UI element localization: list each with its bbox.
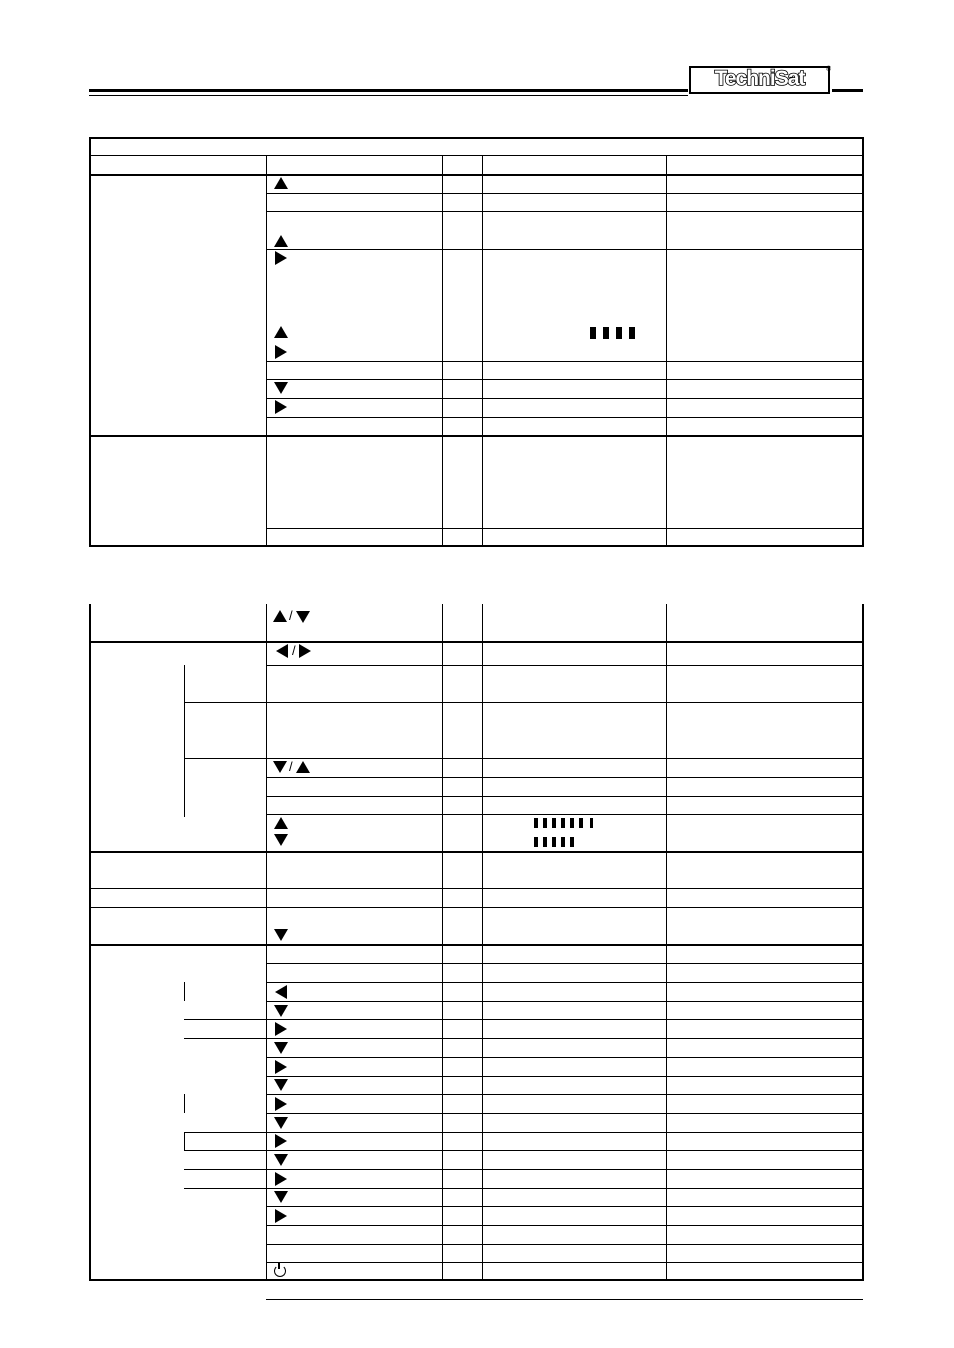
up-arrow-icon [274,817,288,829]
header-rule-right [832,89,863,92]
down-arrow-icon [274,1042,288,1054]
table2-row-line [266,963,864,964]
table2-subrow-line [184,702,266,703]
table2-row-line [266,1262,864,1263]
table2-row-line [266,777,864,778]
table1-col-divider-4 [666,155,667,547]
down-arrow-icon [296,611,310,623]
right-arrow-icon [275,1097,287,1111]
table2-row-line [266,1057,864,1058]
table2-row-line [184,1132,864,1133]
down-arrow-icon [274,1154,288,1166]
table2-row-line [184,1038,864,1039]
table1-col-divider-3 [482,155,483,547]
table2-col-divider-4 [666,604,667,1281]
table2-row-line [184,1019,864,1020]
registered-mark: ® [826,66,832,73]
table1-row-line [266,249,864,250]
table1-row-line [266,211,864,212]
table1-header-divider [89,174,864,176]
right-arrow-icon [275,1022,287,1036]
table2-row-line [266,1225,864,1226]
table1-col-divider-1 [266,155,267,547]
table1-top-border [89,137,864,139]
table2-left-border [89,604,91,1281]
table1-left-border [89,137,91,547]
table2-row-line [184,1188,864,1189]
table1-row-line [266,417,864,418]
right-arrow-icon [275,345,287,359]
up-arrow-icon [296,761,310,773]
table2-row-line [266,982,864,983]
table2-row-line [266,1113,864,1114]
table1-row-line [266,528,864,529]
right-arrow-icon [275,1134,287,1148]
table2-row-line [184,1150,864,1151]
table2-bottom-border [89,1279,864,1281]
table2-subcol-tick [184,1132,185,1150]
table2-group-divider [89,641,864,643]
table2-group-divider [89,851,864,853]
table2-group-divider [89,907,864,908]
table2-row-line [266,1244,864,1245]
table2-row-line [266,702,864,703]
table2-row-line [266,758,864,759]
down-arrow-icon [274,834,288,846]
table1-group-divider [89,435,864,437]
down-arrow-icon [274,1191,288,1203]
left-arrow-icon [275,985,287,999]
right-arrow-icon [275,400,287,414]
table2-group-divider [89,944,864,946]
header-rule-left-thin [89,95,688,96]
brand-logo: TechniSat [689,66,830,94]
separator: / [292,643,296,658]
right-arrow-icon [275,251,287,265]
standby-icon [274,1265,286,1277]
table2-col-divider-2 [442,604,443,1281]
table2-right-border [862,604,864,1281]
down-arrow-icon [274,929,288,941]
table1-title-divider [89,155,864,156]
down-arrow-icon [273,761,287,773]
table1-bottom-border [89,545,864,547]
table1-row-line [266,193,864,194]
table2-subcol-tick [184,1094,185,1113]
down-arrow-icon [274,1005,288,1017]
table1-col-divider-2 [442,155,443,547]
table2-row-line [266,1076,864,1077]
header-rule-left [89,89,688,92]
right-arrow-icon [299,644,311,658]
down-arrow-icon [274,382,288,394]
down-arrow-icon [274,1079,288,1091]
left-arrow-icon [276,644,288,658]
table2-row-line [266,796,864,797]
table2-subrow-line [184,758,266,759]
right-arrow-icon [275,1060,287,1074]
table1-right-border [862,137,864,547]
up-arrow-icon [274,235,288,247]
up-arrow-icon [274,326,288,338]
up-arrow-icon [273,610,287,622]
separator: / [289,608,293,623]
separator: / [289,759,293,774]
table2-row-line [184,1169,864,1170]
table2-subcol-divider [184,665,185,817]
down-arrow-icon [274,1117,288,1129]
table2-col-divider-3 [482,604,483,1281]
up-arrow-icon [274,177,288,189]
right-arrow-icon [275,1209,287,1223]
table1-row-line [266,379,864,380]
table2-row-line [266,1206,864,1207]
table2-col-divider-1 [266,604,267,1281]
display-segments-icon [590,327,636,339]
table2-row-line [266,814,864,815]
table1-row-line [266,398,864,399]
table2-group-divider [89,888,864,889]
display-segments-icon [534,837,576,847]
right-arrow-icon [275,1172,287,1186]
display-segments-icon [534,818,596,828]
table2-row-line [266,665,864,666]
footer-rule [266,1299,863,1300]
table1-row-line [266,361,864,362]
table2-subcol-tick [184,982,185,1001]
table2-row-line [266,1001,864,1002]
table2-row-line [266,1094,864,1095]
